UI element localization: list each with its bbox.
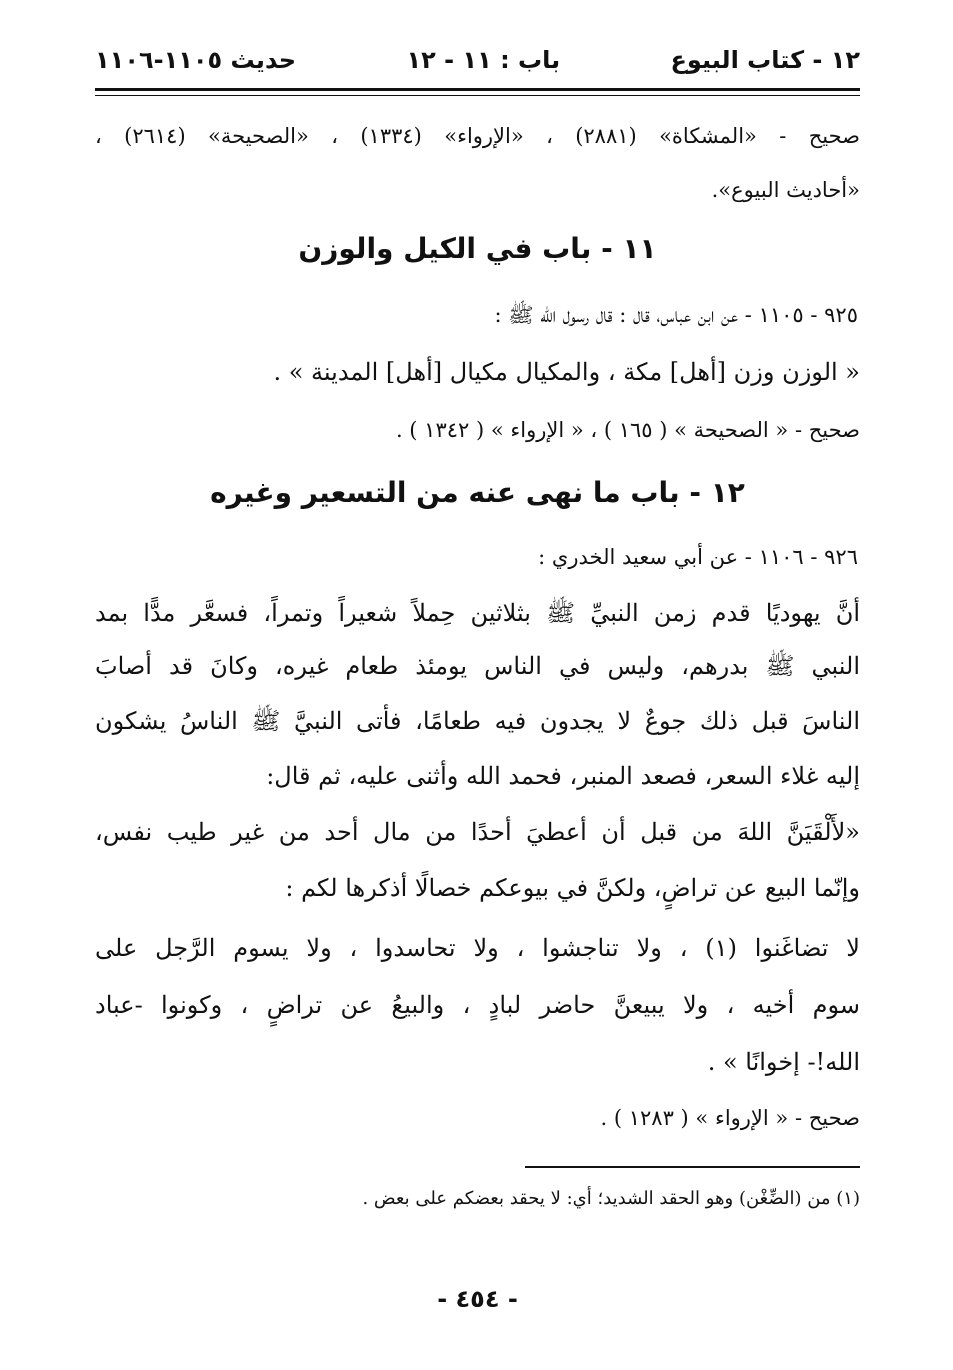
running-header (95, 42, 860, 78)
intro-grade-line-2: «أحاديث البيوع». (711, 178, 860, 202)
section-12-heading: ١٢ - باب ما نهى عنه من التسعير وغيره (210, 476, 745, 509)
hadith-line-3: الناسَ قبل ذلك جوعٌ لا يجدون فيه طعامًا، فأتى النبيَّ ﷺ الناسُ يشكون (95, 707, 860, 735)
intro-grade-line-1: صحيح - «المشكاة» (٢٨٨١) ، «الإرواء» (١٣٣٤) ، «الصحيحة» (٢٦١٤) ، (95, 124, 860, 148)
header-book-title: ١٢ - كتاب البيوع (670, 46, 860, 74)
hadith-line-6: وإنّما البيع عن تراضٍ، ولكنَّ في بيوعكم خصالًا أذكرها لكم : (285, 874, 860, 902)
header-chapter: باب : ١١ - ١٢ (406, 46, 561, 74)
section-12-grade: صحيح - « الإرواء » ( ١٢٨٣ ) . (600, 1106, 860, 1130)
hadith-line-2: النبي ﷺ بدرهم، وليس في الناس يومئذ طعام غيره، وكانَ قد أصابَ (95, 652, 860, 680)
section-11-heading: ١١ - باب في الكيل والوزن (298, 232, 657, 265)
hadith-line-7: لا تضاغَنوا (١) ، ولا تناجشوا ، ولا تحاسدوا ، ولا يسوم الرَّجل على (95, 934, 860, 962)
page-number: - ٤٥٤ - (437, 1285, 518, 1313)
header-rule-thin (95, 95, 860, 96)
book-page (95, 0, 860, 1370)
section-11-narration: ٩٢٥ - ١١٠٥ - عن ابن عباس، قال : قال رسول الله ﷺ : (494, 303, 858, 327)
header-hadith-range: حديث ١١٠٥-١١٠٦ (95, 46, 297, 74)
footnote-text: (١) من (الضِّغْن) وهو الحقد الشديد؛ أي: لا يحقد بعضكم على بعض . (362, 1188, 860, 1209)
section-11-text: « الوزن وزن [أهل] مكة ، والمكيال مكيال [أهل] المدينة » . (273, 358, 860, 386)
section-11-grade: صحيح - « الصحيحة » ( ١٦٥ ) ، « الإرواء » ( ١٣٤٢ ) . (395, 418, 860, 442)
hadith-line-1: أنَّ يهوديًا قدم زمن النبيِّ ﷺ بثلاثين حِملاً شعيراً وتمراً، فسعَّر مدًّا بمد (95, 599, 860, 627)
hadith-line-4: إليه غلاء السعر، فصعد المنبر، فحمد الله وأثنى عليه، ثم قال: (266, 762, 860, 790)
hadith-line-9: الله!- إخوانًا » . (707, 1048, 860, 1076)
hadith-line-8: سوم أخيه ، ولا يبيعنَّ حاضر لبادٍ ، والبيعُ عن تراضٍ ، وكونوا -عباد (95, 991, 860, 1019)
hadith-line-5: «لأَلْقَيَنَّ اللهَ من قبل أن أعطيَ أحدًا من مال أحد من غير طيب نفس، (95, 818, 860, 846)
footnote-rule (525, 1166, 860, 1168)
section-12-narration: ٩٢٦ - ١١٠٦ - عن أبي سعيد الخدري : (538, 545, 858, 569)
header-rule-thick (95, 88, 860, 91)
